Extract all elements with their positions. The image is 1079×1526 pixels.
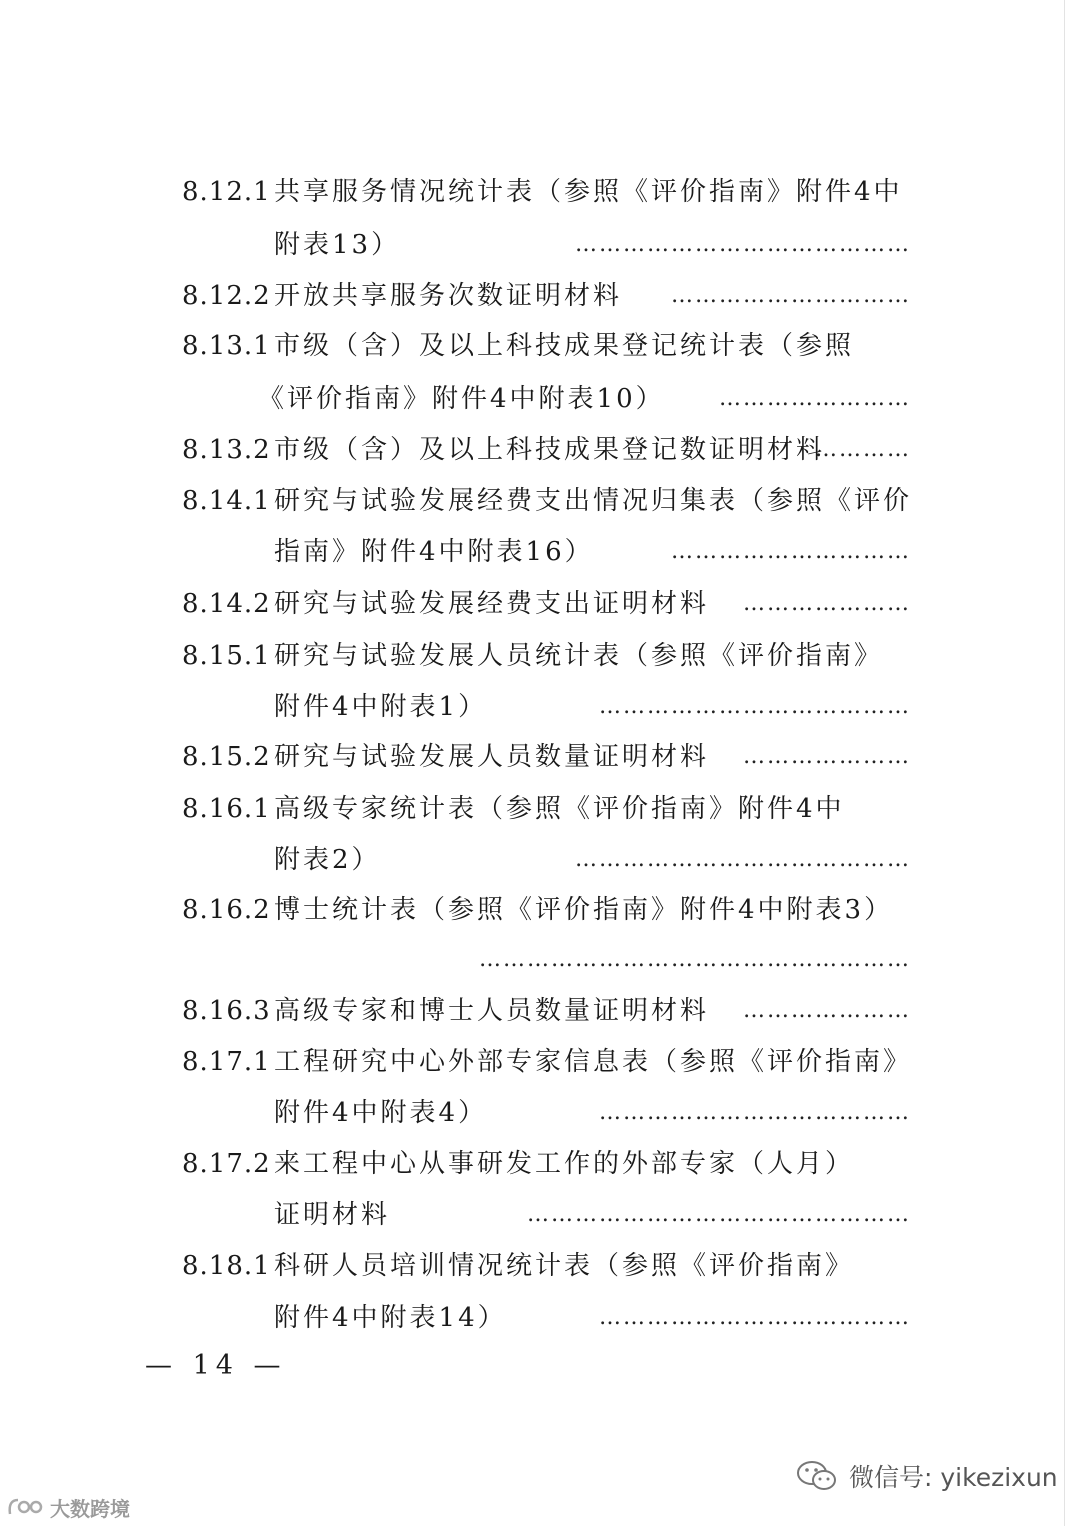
leader-dots: ………………………………… — [599, 694, 911, 719]
leader-dots: ………………………………… — [599, 1100, 911, 1125]
entry-number: 8.18.1 — [182, 1251, 271, 1281]
wechat-watermark — [795, 1451, 1058, 1501]
leader-dots: …………………………………… — [575, 232, 911, 257]
entry-number: 8.13.1 — [182, 331, 271, 361]
entry-title-continued: 附件4中附表4） — [274, 1098, 488, 1128]
entry-title-continued: 附表2） — [274, 845, 381, 875]
wechat-icon — [795, 1458, 839, 1494]
entry-title-continued: 证明材料 — [274, 1200, 391, 1230]
entry-title-continued: 《评价指南》附件4中附表10） — [258, 384, 665, 414]
leader-dots: …………………………………… — [575, 847, 911, 872]
entry-title: 研究与试验发展经费支出情况归集表（参照《评价 — [274, 486, 913, 516]
brand-watermark — [6, 1490, 130, 1524]
entry-number: 8.12.1 — [182, 177, 271, 207]
entry-number: 8.16.3 — [182, 996, 271, 1026]
entry-title: 开放共享服务次数证明材料 — [274, 281, 623, 311]
leader-dots: ………… — [815, 437, 911, 462]
entry-title: 来工程中心从事研发工作的外部专家（人月） — [274, 1149, 855, 1179]
entry-number: 8.14.2 — [182, 589, 271, 619]
entry-title: 科研人员培训情况统计表（参照《评价指南》 — [274, 1251, 855, 1281]
entry-title: 市级（含）及以上科技成果登记统计表（参照 — [274, 331, 855, 361]
page-edge-line — [1064, 0, 1065, 1526]
entry-title: 共享服务情况统计表（参照《评价指南》附件4中 — [274, 177, 903, 207]
entry-number: 8.17.1 — [182, 1047, 271, 1077]
entry-number: 8.16.2 — [182, 895, 271, 925]
entry-number: 8.15.2 — [182, 742, 271, 772]
leader-dots: ………………………………… — [599, 1305, 911, 1330]
brand-logo-icon — [6, 1494, 46, 1520]
leader-dots: ………………………… — [671, 283, 911, 308]
entry-title-continued: 附件4中附表1） — [274, 692, 488, 722]
leader-dots: …………………… — [719, 386, 911, 411]
entry-number: 8.12.2 — [182, 281, 271, 311]
entry-title: 高级专家和博士人员数量证明材料 — [274, 996, 710, 1026]
entry-number: 8.17.2 — [182, 1149, 271, 1179]
entry-title: 研究与试验发展经费支出证明材料 — [274, 589, 710, 619]
entry-number: 8.16.1 — [182, 794, 271, 824]
entry-number: 8.15.1 — [182, 641, 271, 671]
entry-title-continued: 附件4中附表14） — [274, 1303, 507, 1333]
brand-watermark-text: 大数跨境 — [50, 1496, 130, 1521]
entry-title: 博士统计表（参照《评价指南》附件4中附表3） — [274, 895, 894, 925]
leader-dots: ………………………………………… — [527, 1202, 911, 1227]
entry-title-continued: 指南》附件4中附表16） — [274, 537, 594, 567]
entry-title: 高级专家统计表（参照《评价指南》附件4中 — [274, 794, 845, 824]
entry-title: 工程研究中心外部专家信息表（参照《评价指南》 — [274, 1047, 913, 1077]
entry-title: 市级（含）及以上科技成果登记数证明材料 — [274, 435, 826, 465]
entry-number: 8.14.1 — [182, 486, 271, 516]
wechat-id-text: 微信号: yikezixun — [849, 1463, 1058, 1492]
entry-title: 研究与试验发展人员数量证明材料 — [274, 742, 710, 772]
leader-dots: ………………………… — [671, 539, 911, 564]
leader-dots: ………………… — [743, 744, 911, 769]
leader-dots: ……………………………………………… — [479, 947, 911, 972]
entry-title-continued: 附表13） — [274, 230, 401, 260]
leader-dots: ………………… — [743, 591, 911, 616]
entry-title: 研究与试验发展人员统计表（参照《评价指南》 — [274, 641, 884, 671]
leader-dots: ………………… — [743, 998, 911, 1023]
entry-number: 8.13.2 — [182, 435, 271, 465]
page-number: — 14 — — [145, 1350, 287, 1381]
